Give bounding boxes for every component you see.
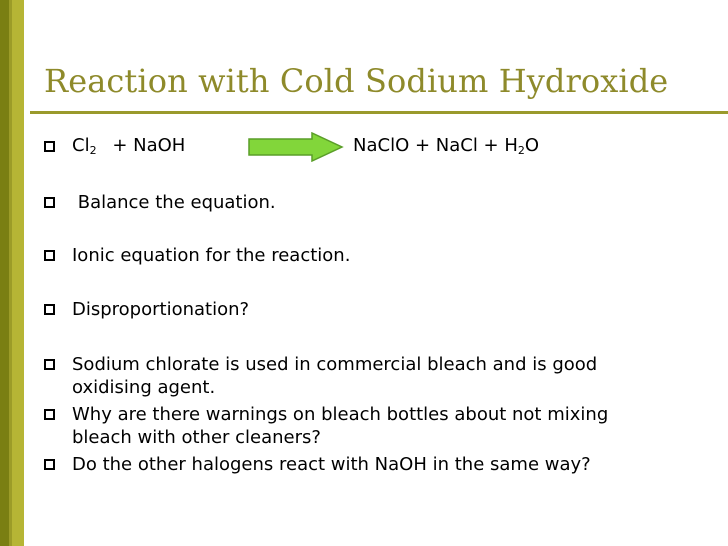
reactant-naoh: + NaOH <box>112 135 186 156</box>
square-bullet-icon <box>44 359 55 370</box>
slide-title: Reaction with Cold Sodium Hydroxide <box>44 62 669 100</box>
bullet-balance-equation: Balance the equation. <box>72 192 276 213</box>
reactant-cl: Cl <box>72 135 90 156</box>
bullet-sodium-chlorate-line2: oxidising agent. <box>72 377 216 398</box>
square-bullet-icon <box>44 250 55 261</box>
square-bullet-icon <box>44 197 55 208</box>
reactant-cl-subscript: 2 <box>89 144 97 157</box>
bullet-warnings-line1: Why are there warnings on bleach bottles about not mixing <box>72 404 609 425</box>
equation-reactants <box>72 135 185 157</box>
right-arrow-icon <box>248 132 344 162</box>
product-tail: O <box>524 135 540 156</box>
square-bullet-icon <box>44 141 55 152</box>
equation-products <box>353 135 539 157</box>
bullet-warnings-line2: bleach with other cleaners? <box>72 427 321 448</box>
square-bullet-icon <box>44 459 55 470</box>
bullet-other-halogens: Do the other halogens react with NaOH in the same way? <box>72 454 591 475</box>
square-bullet-icon <box>44 409 55 420</box>
bullet-sodium-chlorate-line1: Sodium chlorate is used in commercial bleach and is good <box>72 354 598 375</box>
product-subscript: 2 <box>517 144 525 157</box>
title-underline-rule <box>30 111 728 114</box>
bullet-ionic-equation: Ionic equation for the reaction. <box>72 245 351 266</box>
product-main: NaClO + NaCl + H <box>353 135 518 156</box>
decorative-sidebar-bar <box>0 0 24 546</box>
bullet-disproportionation: Disproportionation? <box>72 299 250 320</box>
square-bullet-icon <box>44 304 55 315</box>
